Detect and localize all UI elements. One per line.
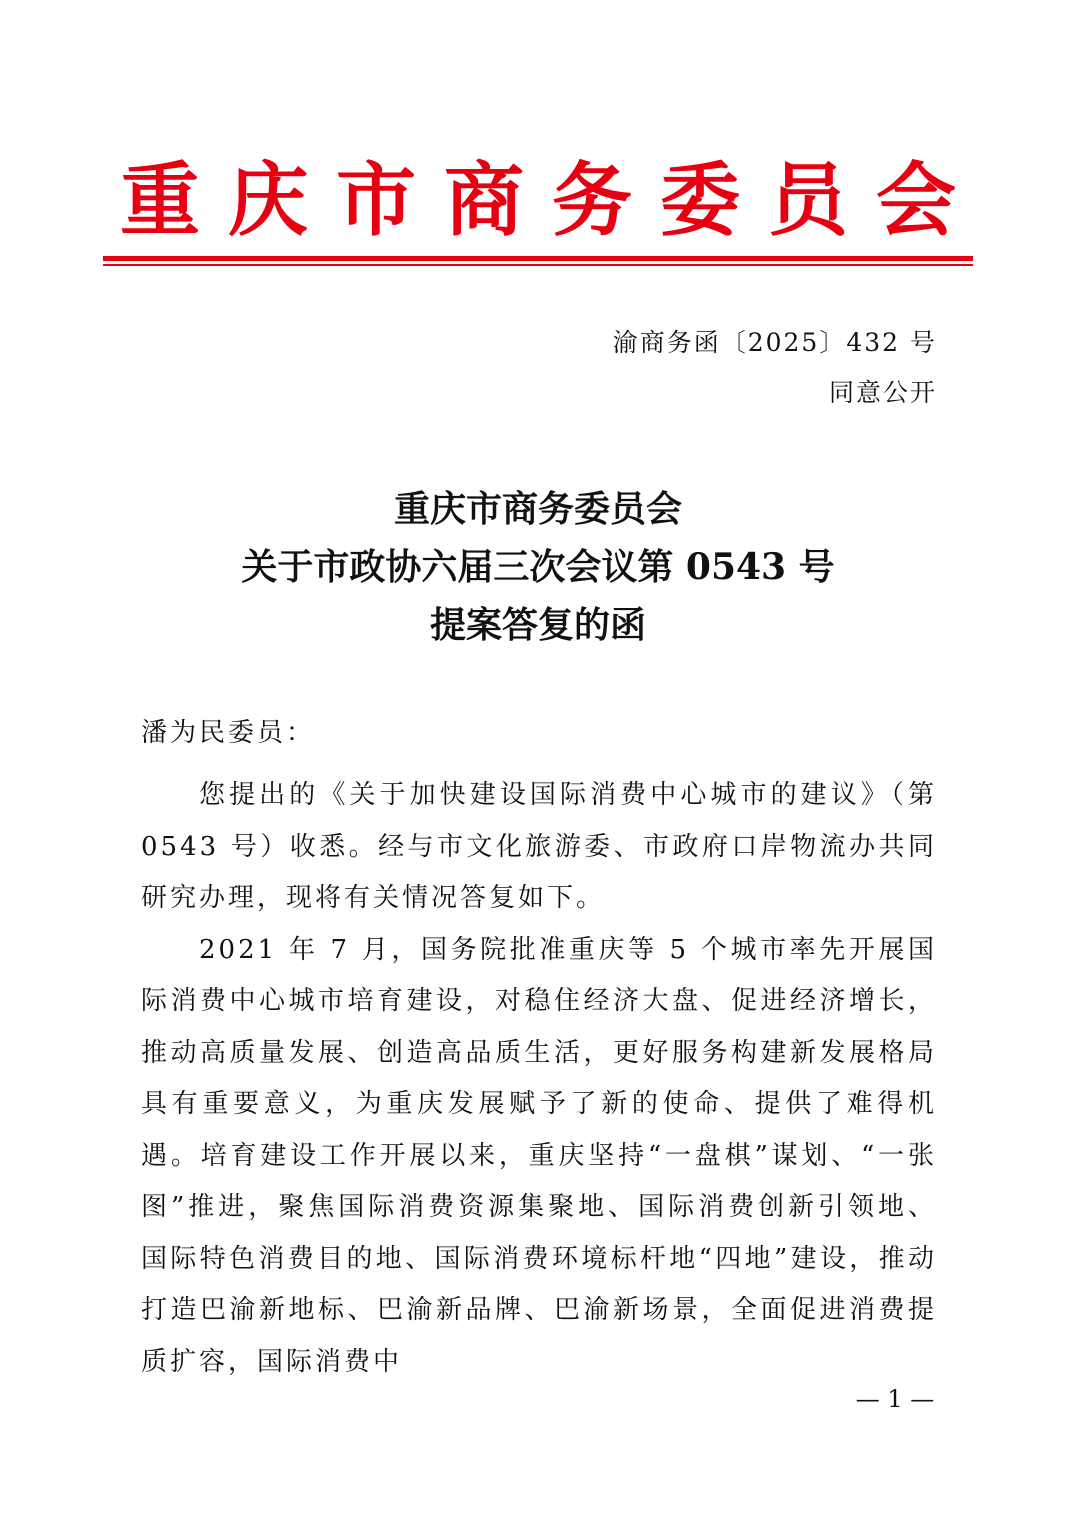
title-line-2: 关于市政协六届三次会议第 0543 号 [241,546,835,588]
body-content [141,770,937,1388]
masthead-org-name: 重庆市商务委员会 [120,153,984,247]
document-number: 渝商务函〔2025〕432 号 [612,328,937,357]
salutation: 潘为民委员： [141,718,316,748]
page-number: — 1 — [855,1385,935,1413]
disclosure-status: 同意公开 [828,378,937,407]
document-title [103,480,973,654]
masthead-rule-thick [103,256,973,261]
masthead-rule-thin [103,264,973,266]
body-paragraph-1: 您提出的《关于加快建设国际消费中心城市的建议》（第0543 号）收悉。经与市文化旅游委、市政府口岸物流办共同研究办理，现将有关情况答复如下。 [141,780,937,913]
title-line-3: 提案答复的函 [429,604,646,646]
body-paragraph-2: 2021 年 7 月，国务院批准重庆等 5 个城市率先开展国际消费中心城市培育建设，对稳住经济大盘、促进经济增长，推动高质量发展、创造高品质生活，更好服务构建新发展格局具有重要意义，为重庆发展赋予了新的使命、提供了难得机遇。培育建设工作开展以来，重庆坚持“一盘棋”谋划、“一张图”推进，聚焦国际消费资源集聚地、国际消费创新引领地、国际特色消费目的地、国际消费环境标杆地“四地”建设，推动打造巴渝新地标、巴渝新品牌、巴渝新场景，全面促进消费提质扩容，国际消费中 [141,934,937,1377]
title-line-1: 重庆市商务委员会 [393,488,682,530]
